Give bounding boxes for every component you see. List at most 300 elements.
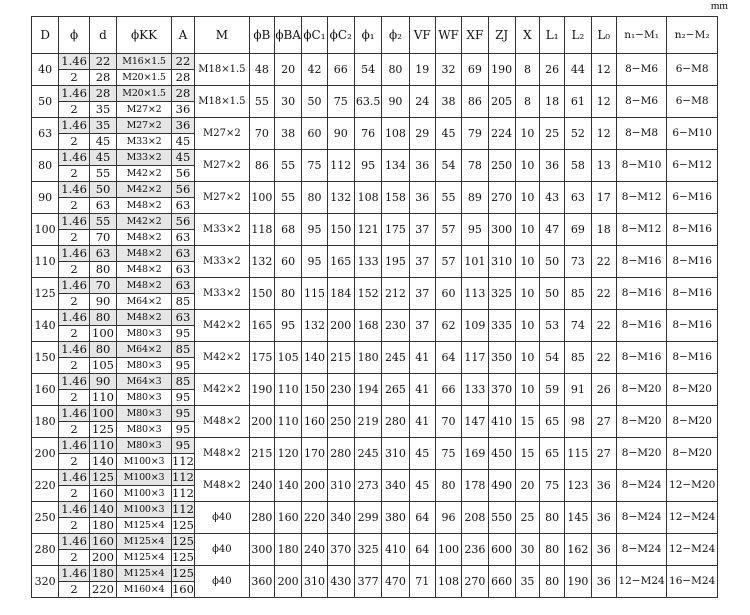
dimension-cell: M27×2 — [195, 150, 250, 182]
dimension-cell: 8−M24 — [616, 502, 667, 534]
table-row — [32, 566, 718, 582]
dimension-cell: 490 — [488, 470, 515, 502]
rod-diameter-cell: 28 — [89, 86, 116, 102]
dimension-cell: 63.5 — [354, 86, 381, 118]
dimension-cell: 450 — [488, 438, 515, 470]
ratio-cell: 2 — [59, 486, 90, 502]
dimension-cell: 62 — [435, 310, 461, 342]
dimension-cell: 180 — [274, 534, 301, 566]
a-cell: 45 — [171, 134, 194, 150]
table-row — [32, 150, 718, 166]
dimension-cell: 86 — [462, 86, 488, 118]
rod-diameter-cell: 180 — [89, 518, 116, 534]
dimension-cell: 184 — [327, 278, 354, 310]
dimension-cell: 66 — [327, 54, 354, 86]
a-cell: 125 — [171, 518, 194, 532]
dimension-cell: 660 — [488, 566, 515, 598]
dimension-cell: 100 — [435, 534, 461, 566]
rod-thread-cell: M48×2 — [117, 230, 172, 246]
dimension-cell: 380 — [382, 502, 409, 534]
dimension-cell: 12 — [591, 86, 616, 118]
dimension-cell: 134 — [382, 150, 409, 182]
dimension-cell: 22 — [591, 342, 616, 374]
column-header: ϕB — [249, 17, 274, 54]
ratio-cell: 1.46 — [59, 150, 90, 166]
a-cell: 56 — [171, 214, 194, 230]
dimension-cell: 55 — [274, 150, 301, 182]
rod-thread-cell: M20×1.5 — [117, 70, 172, 86]
rod-diameter-cell: 90 — [89, 374, 116, 390]
dimension-cell: 42 — [302, 54, 327, 86]
dimension-cell: 36 — [540, 150, 565, 182]
rod-diameter-cell: 140 — [89, 502, 116, 518]
bore-diameter-cell: 150 — [32, 342, 59, 374]
dimension-cell: 377 — [354, 566, 381, 598]
dimension-cell: M42×2 — [195, 342, 250, 374]
rod-diameter-cell: 160 — [89, 486, 116, 502]
rod-thread-cell: M100×3 — [117, 486, 172, 502]
ratio-cell: 2 — [59, 134, 90, 150]
dimension-cell: 80 — [540, 566, 565, 598]
dimension-cell: 158 — [382, 182, 409, 214]
dimension-cell: 36 — [409, 182, 435, 214]
a-cell: 36 — [171, 118, 194, 134]
dimension-cell: M48×2 — [195, 438, 250, 470]
dimension-cell: 71 — [409, 566, 435, 598]
rod-diameter-cell: 22 — [89, 54, 116, 70]
rod-thread-cell: M48×2 — [117, 198, 172, 214]
dimension-cell: 310 — [488, 246, 515, 278]
rod-diameter-cell: 140 — [89, 454, 116, 470]
dimension-cell: 360 — [249, 566, 274, 598]
dimension-cell: 95 — [274, 310, 301, 342]
a-cell: 125 — [171, 534, 194, 548]
dimension-cell: 50 — [540, 278, 565, 310]
column-header: WF — [435, 17, 461, 54]
table-row — [32, 438, 718, 454]
rod-diameter-cell: 50 — [89, 182, 116, 198]
column-header: ϕBA — [274, 17, 301, 54]
table-row — [32, 374, 718, 390]
dimension-cell: 350 — [488, 342, 515, 374]
dimension-cell: 8−M20 — [667, 438, 718, 470]
rod-thread-cell: M80×3 — [117, 358, 172, 374]
bore-diameter-cell: 220 — [32, 470, 59, 502]
bore-diameter-cell: 80 — [32, 150, 59, 182]
a-cell: 28 — [171, 86, 194, 102]
rod-thread-cell: M16×1.5 — [117, 54, 172, 70]
dimension-cell: 8−M20 — [616, 438, 667, 470]
dimension-cell: 12−M20 — [667, 470, 718, 502]
dimension-cell: 6−M10 — [667, 118, 718, 150]
dimension-cell: 15 — [515, 406, 539, 438]
dimension-cell: 13 — [591, 150, 616, 182]
dimension-cell: 132 — [249, 246, 274, 278]
dimension-cell: 37 — [409, 310, 435, 342]
dimension-cell: 108 — [435, 566, 461, 598]
dimension-cell: 550 — [488, 502, 515, 534]
rod-diameter-cell: 110 — [89, 390, 116, 406]
a-cell: 63 — [171, 198, 194, 214]
dimension-cell: 64 — [435, 342, 461, 374]
ratio-cell: 2 — [59, 70, 90, 86]
a-cell: 28 — [171, 70, 194, 86]
dimension-cell: 89 — [462, 182, 488, 214]
dimension-cell: 175 — [249, 342, 274, 374]
header-row — [32, 17, 718, 54]
rod-diameter-cell: 80 — [89, 342, 116, 358]
dimension-cell: 24 — [409, 86, 435, 118]
dimension-cell: 219 — [354, 406, 381, 438]
dimension-cell: 41 — [409, 342, 435, 374]
dimension-cell: 140 — [302, 342, 327, 374]
table-body — [32, 54, 718, 598]
dimension-cell: 12−M24 — [616, 566, 667, 598]
dimension-cell: 240 — [249, 470, 274, 502]
dimension-cell: 8 — [515, 54, 539, 86]
dimension-cell: 115 — [302, 278, 327, 310]
dimension-cell: 152 — [354, 278, 381, 310]
rod-diameter-cell: 125 — [89, 422, 116, 438]
dimension-cell: 80 — [540, 534, 565, 566]
table-row — [32, 406, 718, 422]
rod-thread-cell: M125×4 — [117, 534, 172, 550]
table-row — [32, 470, 718, 486]
table-row — [32, 310, 718, 326]
dimension-cell: 300 — [488, 214, 515, 246]
dimension-cell: 8−M16 — [616, 342, 667, 374]
dimension-cell: 310 — [327, 470, 354, 502]
dimension-cell: M48×2 — [195, 470, 250, 502]
dimension-cell: 8−M16 — [616, 246, 667, 278]
rod-diameter-cell: 80 — [89, 310, 116, 326]
a-cell: 112 — [171, 486, 194, 500]
dimension-cell: 48 — [249, 54, 274, 86]
dimension-cell: 75 — [302, 150, 327, 182]
dimension-cell: 55 — [249, 86, 274, 118]
rod-diameter-cell: 100 — [89, 326, 116, 342]
dimension-cell: 160 — [302, 406, 327, 438]
dimension-cell: 8−M20 — [667, 374, 718, 406]
rod-diameter-cell: 160 — [89, 534, 116, 550]
dimension-cell: 162 — [565, 534, 591, 566]
rod-diameter-cell: 70 — [89, 230, 116, 246]
dimension-cell: 36 — [409, 150, 435, 182]
a-cell: 160 — [171, 582, 194, 596]
dimension-cell: 132 — [327, 182, 354, 214]
dimension-cell: 220 — [302, 502, 327, 534]
dimension-cell: 133 — [462, 374, 488, 406]
a-cell: 85 — [171, 374, 194, 390]
dimension-cell: 52 — [565, 118, 591, 150]
dimension-cell: 64 — [409, 534, 435, 566]
rod-thread-cell: M48×2 — [117, 262, 172, 278]
dimension-cell: 300 — [249, 534, 274, 566]
a-cell: 125 — [171, 566, 194, 580]
dimension-cell: 200 — [302, 470, 327, 502]
a-cell: 95 — [171, 390, 194, 406]
dimension-cell: 8−M12 — [616, 214, 667, 246]
dimension-cell: 194 — [354, 374, 381, 406]
dimension-cell: 250 — [327, 406, 354, 438]
dimension-cell: M48×2 — [195, 406, 250, 438]
ratio-cell: 2 — [59, 294, 90, 310]
dimension-cell: 340 — [327, 502, 354, 534]
dimension-cell: 200 — [249, 406, 274, 438]
bore-diameter-cell: 250 — [32, 502, 59, 534]
dimension-cell: 96 — [435, 502, 461, 534]
dimension-cell: 212 — [382, 278, 409, 310]
ratio-cell: 1.46 — [59, 470, 90, 486]
rod-thread-cell: M125×4 — [117, 550, 172, 566]
a-cell: 22 — [171, 54, 194, 70]
bore-diameter-cell: 50 — [32, 86, 59, 118]
table-row — [32, 182, 718, 198]
dimension-cell: 8−M12 — [616, 182, 667, 214]
rod-thread-cell: M48×2 — [117, 310, 172, 326]
dimension-cell: 600 — [488, 534, 515, 566]
dimension-cell: 54 — [540, 342, 565, 374]
dimension-cell: 50 — [540, 246, 565, 278]
dimension-cell: 27 — [591, 438, 616, 470]
dimension-cell: 86 — [249, 150, 274, 182]
dimension-cell: 54 — [354, 54, 381, 86]
dimension-cell: 50 — [302, 86, 327, 118]
a-cell: 112 — [171, 470, 194, 484]
dimension-cell: 8−M16 — [616, 310, 667, 342]
dimension-cell: M33×2 — [195, 214, 250, 246]
dimension-cell: 85 — [565, 342, 591, 374]
dimension-cell: 109 — [462, 310, 488, 342]
rod-thread-cell: M100×3 — [117, 502, 172, 518]
dimension-cell: 60 — [274, 246, 301, 278]
dimension-cell: 170 — [302, 438, 327, 470]
dimension-cell: 8−M16 — [667, 310, 718, 342]
dimension-cell: 55 — [435, 182, 461, 214]
dimension-cell: 36 — [591, 566, 616, 598]
dimension-cell: 121 — [354, 214, 381, 246]
dimension-cell: 118 — [249, 214, 274, 246]
rod-thread-cell: M48×2 — [117, 246, 172, 262]
dimension-cell: 6−M16 — [667, 182, 718, 214]
dimension-cell: 112 — [327, 150, 354, 182]
table-row — [32, 214, 718, 230]
dimension-cell: 69 — [565, 214, 591, 246]
dimension-cell: 16−M24 — [667, 566, 718, 598]
bore-diameter-cell: 140 — [32, 310, 59, 342]
dimension-cell: 70 — [249, 118, 274, 150]
rod-diameter-cell: 35 — [89, 102, 116, 118]
dimension-cell: 20 — [515, 470, 539, 502]
dimension-cell: 8−M16 — [616, 278, 667, 310]
table-row — [32, 342, 718, 358]
a-cell: 95 — [171, 358, 194, 374]
a-cell: 112 — [171, 454, 194, 468]
rod-diameter-cell: 220 — [89, 582, 116, 598]
ratio-cell: 2 — [59, 422, 90, 438]
ratio-cell: 2 — [59, 518, 90, 534]
dimension-cell: 37 — [409, 246, 435, 278]
a-cell: 95 — [171, 406, 194, 422]
dimension-cell: 10 — [515, 118, 539, 150]
dimension-cell: 310 — [302, 566, 327, 598]
dimension-cell: M33×2 — [195, 278, 250, 310]
column-header: ϕC₁ — [302, 17, 327, 54]
dimension-cell: 265 — [382, 374, 409, 406]
dimension-cell: 90 — [382, 86, 409, 118]
ratio-cell: 1.46 — [59, 438, 90, 454]
dimension-cell: ϕ40 — [195, 502, 250, 534]
dimension-cell: 147 — [462, 406, 488, 438]
ratio-cell: 1.46 — [59, 502, 90, 518]
dimension-cell: 8−M16 — [667, 214, 718, 246]
table-row — [32, 86, 718, 102]
dimension-cell: 95 — [302, 214, 327, 246]
rod-thread-cell: M80×3 — [117, 422, 172, 438]
a-cell: 112 — [171, 502, 194, 516]
rod-diameter-cell: 55 — [89, 166, 116, 182]
dimension-cell: 169 — [462, 438, 488, 470]
dimension-cell: 145 — [565, 502, 591, 534]
rod-thread-cell: M100×3 — [117, 454, 172, 470]
dimension-cell: 36 — [591, 470, 616, 502]
table-row — [32, 278, 718, 294]
a-cell: 95 — [171, 422, 194, 438]
dimension-cell: 215 — [249, 438, 274, 470]
column-header: XF — [462, 17, 488, 54]
dimension-cell: 25 — [515, 502, 539, 534]
dimension-cell: 26 — [540, 54, 565, 86]
rod-thread-cell: M33×2 — [117, 134, 172, 150]
dimension-cell: M18×1.5 — [195, 86, 250, 118]
dimension-cell: 245 — [382, 342, 409, 374]
dimension-cell: 95 — [302, 246, 327, 278]
bore-diameter-cell: 110 — [32, 246, 59, 278]
dimension-cell: 30 — [274, 86, 301, 118]
dimension-cell: 240 — [302, 534, 327, 566]
dimension-cell: 95 — [354, 150, 381, 182]
dimension-cell: 12−M24 — [667, 534, 718, 566]
dimension-cell: 80 — [540, 502, 565, 534]
dimension-cell: 36 — [591, 502, 616, 534]
dimension-cell: 65 — [540, 406, 565, 438]
table-row — [32, 502, 718, 518]
rod-thread-cell: M27×2 — [117, 102, 172, 118]
dimension-cell: 95 — [462, 214, 488, 246]
dimension-cell: 80 — [435, 470, 461, 502]
dimension-cell: 325 — [488, 278, 515, 310]
ratio-cell: 1.46 — [59, 534, 90, 550]
dimension-cell: 8−M20 — [616, 406, 667, 438]
column-header: VF — [409, 17, 435, 54]
dimension-cell: 310 — [382, 438, 409, 470]
rod-diameter-cell: 110 — [89, 438, 116, 454]
ratio-cell: 2 — [59, 166, 90, 182]
rod-thread-cell: M80×3 — [117, 390, 172, 406]
ratio-cell: 2 — [59, 550, 90, 566]
rod-diameter-cell: 35 — [89, 118, 116, 134]
dimension-cell: 36 — [591, 534, 616, 566]
dimension-cell: 60 — [302, 118, 327, 150]
dimension-cell: 105 — [274, 342, 301, 374]
dimension-cell: 78 — [462, 150, 488, 182]
dimension-cell: 41 — [409, 406, 435, 438]
dimension-cell: 280 — [382, 406, 409, 438]
dimension-cell: 430 — [327, 566, 354, 598]
dimension-cell: 64 — [409, 502, 435, 534]
dimension-cell: 10 — [515, 246, 539, 278]
rod-thread-cell: M48×2 — [117, 278, 172, 294]
ratio-cell: 2 — [59, 230, 90, 246]
dimension-cell: 41 — [409, 374, 435, 406]
unit-label: mm — [710, 0, 728, 12]
dimension-cell: 79 — [462, 118, 488, 150]
dimension-cell: M27×2 — [195, 182, 250, 214]
rod-thread-cell: M33×2 — [117, 150, 172, 166]
rod-diameter-cell: 100 — [89, 406, 116, 422]
table-row — [32, 534, 718, 550]
rod-thread-cell: M27×2 — [117, 118, 172, 134]
dimension-cell: 208 — [462, 502, 488, 534]
dimension-cell: ϕ40 — [195, 534, 250, 566]
ratio-cell: 2 — [59, 198, 90, 214]
dimension-cell: 12 — [591, 118, 616, 150]
dimension-cell: 245 — [354, 438, 381, 470]
dimension-cell: 370 — [488, 374, 515, 406]
bore-diameter-cell: 63 — [32, 118, 59, 150]
dimension-cell: 370 — [327, 534, 354, 566]
rod-diameter-cell: 63 — [89, 246, 116, 262]
a-cell: 63 — [171, 278, 194, 294]
dimension-cell: 12−M24 — [667, 502, 718, 534]
bore-diameter-cell: 125 — [32, 278, 59, 310]
column-header: n₁−M₁ — [616, 17, 667, 54]
rod-thread-cell: M64×2 — [117, 294, 172, 310]
dimension-cell: 120 — [274, 438, 301, 470]
dimension-cell: 45 — [435, 118, 461, 150]
dimension-cell: 299 — [354, 502, 381, 534]
a-cell: 36 — [171, 102, 194, 118]
dimension-cell: 8−M16 — [667, 342, 718, 374]
ratio-cell: 1.46 — [59, 246, 90, 262]
dimension-cell: 12 — [591, 54, 616, 86]
rod-diameter-cell: 125 — [89, 470, 116, 486]
dimension-cell: 98 — [565, 406, 591, 438]
rod-diameter-cell: 28 — [89, 70, 116, 86]
dimension-cell: 230 — [327, 374, 354, 406]
bore-diameter-cell: 40 — [32, 54, 59, 86]
dimension-cell: 224 — [488, 118, 515, 150]
dimension-cell: 45 — [409, 470, 435, 502]
table-row — [32, 246, 718, 262]
dimension-cell: 54 — [435, 150, 461, 182]
dimension-cell: 35 — [515, 566, 539, 598]
dimension-cell: 178 — [462, 470, 488, 502]
dimension-cell: ϕ40 — [195, 566, 250, 598]
dimension-cell: 165 — [327, 246, 354, 278]
dimension-cell: 8−M8 — [616, 118, 667, 150]
dimension-cell: 20 — [274, 54, 301, 86]
dimension-cell: 325 — [354, 534, 381, 566]
dimension-cell: 8−M24 — [616, 534, 667, 566]
dimension-cell: 44 — [565, 54, 591, 86]
rod-thread-cell: M64×2 — [117, 342, 172, 358]
dimension-cell: 100 — [249, 182, 274, 214]
dimension-cell: 22 — [591, 310, 616, 342]
dimension-cell: 22 — [591, 246, 616, 278]
dimension-cell: 73 — [565, 246, 591, 278]
dimension-cell: 65 — [540, 438, 565, 470]
